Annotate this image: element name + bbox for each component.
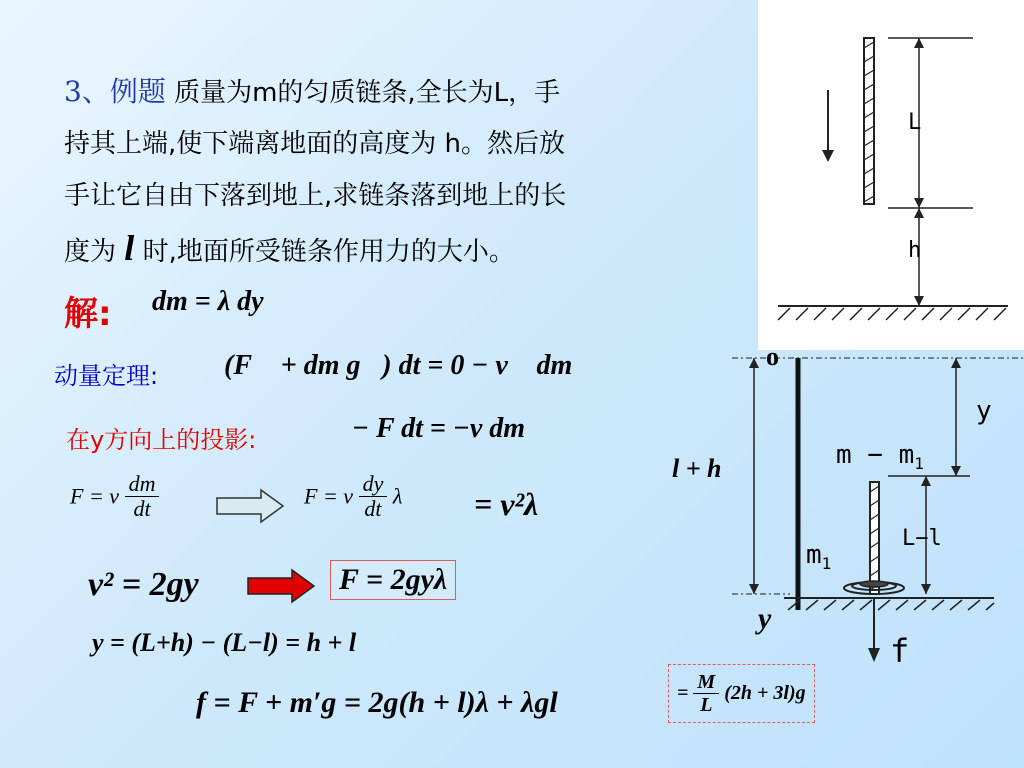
equals-sign: = [677,682,689,704]
label-m1-text: m [806,540,822,570]
figure-falling-chain [660,340,1024,670]
fraction-denominator: dt [364,496,382,522]
figure-hanging-chain-drawing [758,0,1024,350]
fraction-numerator: M [693,671,719,694]
momentum-theorem-label: 动量定理: [54,362,159,390]
equation-dm: dm = λ dy [152,286,264,317]
fraction-M-L [693,671,719,716]
fraction-numerator: dm [125,472,160,497]
figure-hanging-chain [758,0,1024,350]
force-fraction-1 [70,472,159,521]
final-factor: (2h + 3l)g [724,682,806,704]
problem-line-4 [64,222,754,274]
force-fraction-2 [304,472,402,521]
projection-label: 在y方向上的投影: [66,426,257,454]
lambda-symbol: λ [392,483,403,509]
label-m1 [806,540,831,573]
y-equation: y = (L+h) − (L−l) = h + l [92,628,357,657]
force-lhs-2: F = v [304,483,354,509]
label-m1-sub: 1 [821,554,832,574]
label-m-minus-text: m − m [836,440,915,470]
example-number: 3、例题 [64,75,166,108]
fraction-numerator: dy [359,472,388,497]
problem-text-1: 质量为m的匀质链条,全长为L，手 [174,78,561,108]
label-m-minus-m1 [836,440,924,473]
problem-line-3: 手让它自由下落到地上,求链条落到地上的长 [64,181,567,211]
label-y-bottom: y [758,602,772,635]
problem-text-4-pre: 度为 [64,237,117,267]
label-l-plus-h: l + h [672,454,722,483]
label-origin: o [766,342,779,371]
force-result: = v²λ [474,486,539,522]
label-m-minus-sub: 1 [914,454,924,474]
problem-text-4-post: 时,地面所受链条作用力的大小。 [142,237,515,267]
problem-line-2: 持其上端,使下端离地面的高度为 h。然后放 [64,129,566,159]
solution-label: 解: [64,294,112,334]
fraction-denominator: L [700,694,713,716]
fraction-dm-dt [125,472,160,521]
final-equation: f = F + m′g = 2g(h + l)λ + λgl [196,686,558,719]
problem-line-1 [64,66,754,118]
velocity-equation: v² = 2gy [88,566,199,603]
force-lhs-1: F = v [70,483,120,509]
problem-statement [64,66,754,274]
fraction-dy-dt [359,472,388,521]
fraction-denominator: dt [133,496,151,522]
momentum-equation: (F⃗ + dm g⃗) dt = 0 − v⃗ dm [224,350,573,381]
projection-equation: − F dt = −v dm [352,413,526,444]
variable-l: l [124,228,135,268]
final-boxed-result [668,664,815,723]
red-arrow-icon [246,568,316,604]
label-h: h [908,238,922,263]
label-y-top: y [976,396,992,426]
boxed-force-result: F = 2gyλ [330,560,456,600]
double-arrow-icon [215,488,285,524]
label-L-minus-l: L−l [902,526,942,551]
label-L: L [908,110,922,135]
label-force-f: f [890,632,910,670]
